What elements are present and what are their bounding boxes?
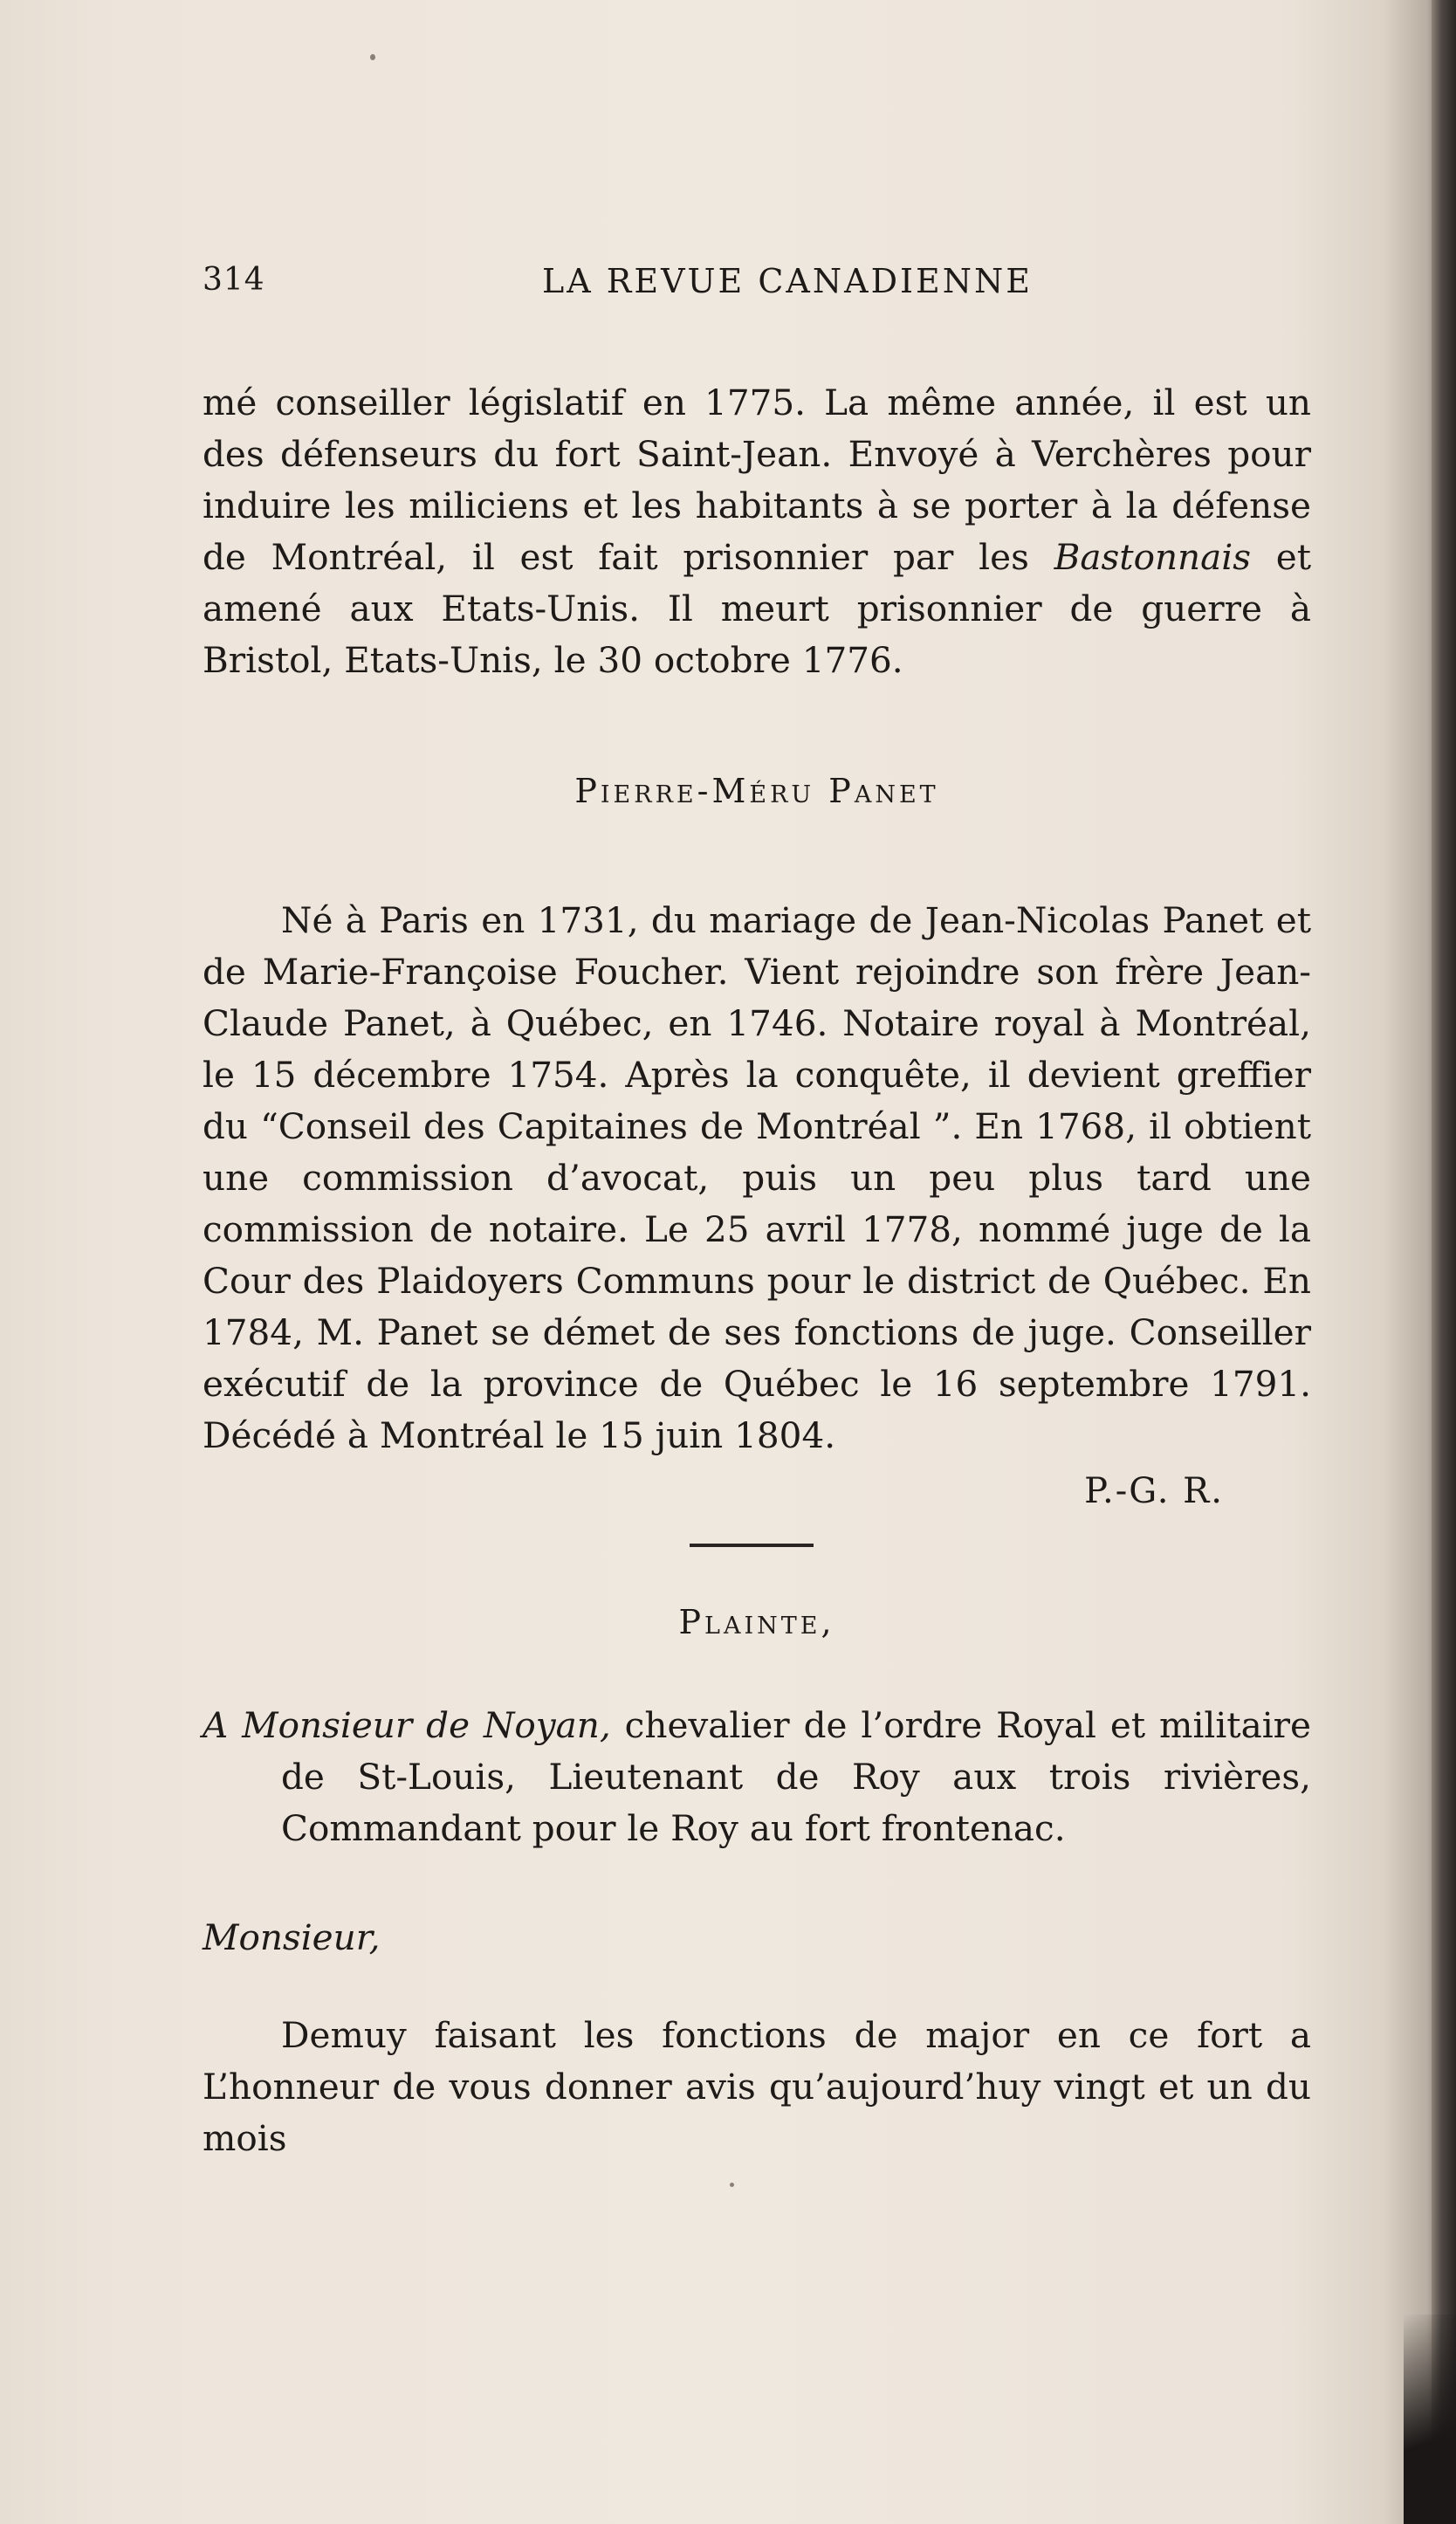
- letter-address: [203, 1700, 1311, 1854]
- intro-text-end: et amené aux Etats-Unis. Il meurt prisonnier de guerre à Bristol, Etats-Unis, le 30 octobre 1776.: [203, 536, 1311, 681]
- section-title-panet: Pierre-Méru Panet: [574, 772, 939, 810]
- intro-text-start: mé conseiller législatif en 1775. La même année, il est un des défenseurs du fort Saint-Jean. Envoyé à Verchères pour induire les miliciens et les habitants à se porter à la défense de Montréal, il est fait prisonnier par les: [203, 382, 1311, 578]
- paper-speck: [370, 54, 375, 60]
- running-title: LA REVUE CANADIENNE: [541, 262, 1034, 300]
- panet-paragraph: [203, 895, 1311, 1461]
- intro-italic-term: Bastonnais: [1054, 536, 1252, 578]
- letter-body-text: Demuy faisant les fonctions de major en ce fort a L’honneur de vous donner avis qu’aujourd’huy vingt et un du mois: [203, 2014, 1311, 2159]
- section-divider: [690, 1544, 814, 1547]
- panet-paragraph-text: Né à Paris en 1731, du mariage de Jean-Nicolas Panet et de Marie-Françoise Foucher. Vient rejoindre son frère Jean-Claude Panet, à Québec, en 1746. Notaire royal à Montréal, le 15 décembre 1754. Après la conquête, il devient greffier du “Conseil des Capitaines de Montréal ”. En 1768, il obtient une commission d’avocat, puis un peu plus tard une commission de notaire. Le 25 avril 1778, nommé juge de la Cour des Plaidoyers Communs pour le district de Québec. En 1784, M. Panet se démet de ses fonctions de juge. Conseiller exécutif de la province de Québec le 16 septembre 1791. Décédé à Montréal le 15 juin 1804.: [203, 899, 1311, 1456]
- intro-paragraph: [203, 377, 1311, 686]
- paper-speck: [730, 2183, 734, 2187]
- signature: P.-G. R.: [1084, 1471, 1224, 1511]
- page-number: 314: [203, 262, 265, 298]
- page-edge-shadow: [1432, 0, 1456, 2524]
- salutation-text: Monsieur,: [203, 1916, 381, 1958]
- address-details: chevalier de l’ordre Royal et militaire de St-Louis, Lieutenant de Roy aux trois rivières, Commandant pour le Roy au fort frontenac.: [281, 1704, 1311, 1849]
- page-header: [203, 262, 1346, 314]
- section-title-plainte: Plainte,: [678, 1603, 835, 1641]
- page-corner-shadow: [1404, 2314, 1456, 2524]
- letter-body: [203, 2010, 1311, 2164]
- address-recipient: A Monsieur de Noyan,: [203, 1704, 611, 1746]
- letter-salutation: [203, 1912, 1311, 1963]
